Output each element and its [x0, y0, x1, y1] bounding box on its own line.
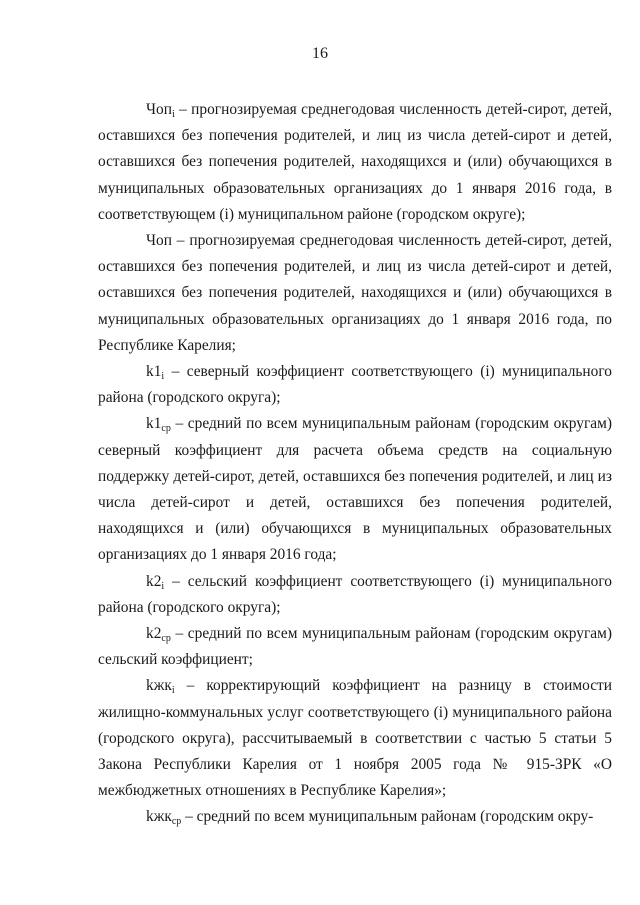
definition-paragraph	[98, 804, 612, 830]
definition-paragraph	[98, 673, 612, 804]
definition-text: – корректирующий коэффициент на разницу в стоимости жилищно-коммунальных услуг соответствующего (i) муниципального района (городского округа), рассчитываемый в соответствии с частью 5 статьи 5 Закона Республики Карелия от 1 ноября 2005 года № 915-ЗРК «О межбюджетных отношениях в Республике Карелия»;	[98, 677, 612, 800]
symbol-subscript: ср	[161, 423, 171, 435]
definition-paragraph	[98, 97, 612, 228]
symbol-subscript: ср	[171, 816, 182, 828]
symbol: k1	[146, 363, 162, 381]
definition-text: – северный коэффициент соответствующего (i) муниципального района (городского округа);	[98, 363, 612, 407]
symbol: k2	[146, 572, 162, 590]
definition-paragraph	[98, 228, 612, 359]
symbol-subscript: i	[171, 685, 175, 697]
symbol: k1	[146, 415, 162, 433]
symbol-subscript: i	[171, 109, 175, 120]
definition-text: – сельский коэффициент соответствующего (i) муниципального района (городского округа);	[98, 572, 612, 616]
symbol-subscript: i	[161, 580, 165, 592]
definition-text: – прогнозируемая среднегодовая численность детей-сирот, детей, оставшихся без попечения родителей, и лиц из числа детей-сирот и детей, оставшихся без попечения родителей, находящихся и (или) обучающихся в муниципальных образовательных организациях до 1 января 2016 года, по Республике Карелия;	[98, 232, 612, 354]
symbol: kжк	[146, 808, 172, 826]
document-body	[98, 97, 612, 831]
symbol: kжк	[146, 677, 172, 695]
page-number: 16	[312, 45, 328, 62]
symbol: Чоп	[146, 101, 172, 118]
symbol-subscript: i	[161, 371, 165, 383]
symbol: Чоп	[146, 232, 172, 250]
definition-text: – средний по всем муниципальным районам (городским округам) северный коэффициент для расчета объема средств на социальную поддержку детей-сирот, детей, оставшихся без попечения родителей, и лиц из числа детей-сирот и детей, оставшихся без попечения родителей, находящихся и (или) обучающихся в муниципальных образовательных организациях до 1 января 2016 года;	[98, 415, 612, 564]
definition-text: – прогнозируемая среднегодовая численность детей-сирот, детей, оставшихся без попечения родителей, и лиц из числа детей-сирот и детей, оставшихся без попечения родителей, находящихся и (или) обучающихся в муниципальных образовательных организациях до 1 января 2016 года, в соответствующем (i) муниципальном районе (городском округе);	[98, 101, 612, 223]
definition-paragraph	[98, 569, 612, 621]
symbol: k2	[146, 625, 162, 643]
definition-paragraph	[98, 621, 612, 673]
definition-text: – средний по всем муниципальным районам (городским округам) сельский коэффициент;	[98, 625, 612, 669]
definition-text: – средний по всем муниципальным районам (городским окру-	[181, 808, 594, 826]
symbol-subscript: ср	[161, 633, 171, 645]
definition-paragraph	[98, 411, 612, 568]
definition-paragraph	[98, 359, 612, 411]
